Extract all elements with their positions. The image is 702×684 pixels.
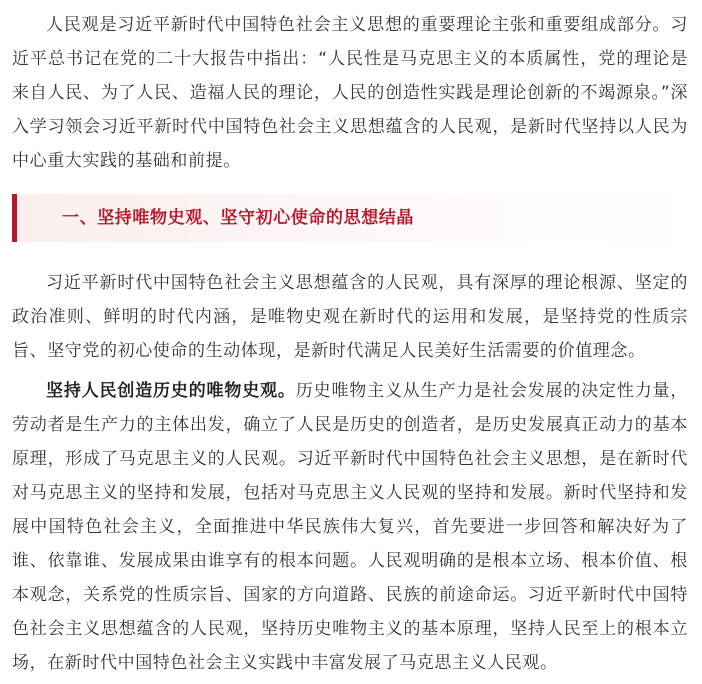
section-accent-bar — [12, 194, 17, 242]
article-body — [12, 0, 688, 680]
section-paragraph-1: 习近平新时代中国特色社会主义思想蕴含的人民观，具有深厚的理论根源、坚定的政治准则、鲜明的时代内涵，是唯物史观在新时代的运用和发展，是坚持党的性质宗旨、坚守党的初心使命的生动体现，是新时代满足人民美好生活需要的价值理念。 — [12, 273, 688, 361]
section-paragraph-2 — [12, 374, 688, 680]
paragraph-body-text: 历史唯物主义从生产力是社会发展的决定性力量，劳动者是生产力的主体出发，确立了人民是历史的创造者，是历史发展真正动力的基本原理，形成了马克思主义的人民观。习近平新时代中国特色社会主义思想，是在新时代对马克思主义的坚持和发展，包括对马克思主义人民观的坚持和发展。新时代坚持和发展中国特色社会主义，全面推进中华民族伟大复兴，首先要进一步回答和解决好为了谁、依靠谁、发展成果由谁享有的根本问题。人民观明确的是根本立场、根本价值、根本观念，关系党的性质宗旨、国家的方向道路、民族的前途命运。习近平新时代中国特色社会主义思想蕴含的人民观，坚持历史唯物主义的基本原理，坚持人民至上的根本立场，在新时代中国特色社会主义实践中丰富发展了马克思主义人民观。 — [12, 381, 688, 673]
section-heading-block — [12, 194, 688, 242]
intro-paragraph: 人民观是习近平新时代中国特色社会主义思想的重要理论主张和重要组成部分。习近平总书记在党的二十大报告中指出：“人民性是马克思主义的本质属性，党的理论是来自人民、为了人民、造福人民的理论，人民的创造性实践是理论创新的不竭源泉。”深入学习领会习近平新时代中国特色社会主义思想蕴含的人民观，是新时代坚持以人民为中心重大实践的基础和前提。 — [12, 15, 688, 171]
section-heading: 一、坚持唯物史观、坚守初心使命的思想结晶 — [62, 208, 414, 228]
paragraph-lead-sentence: 坚持人民创造历史的唯物史观。 — [46, 381, 296, 401]
